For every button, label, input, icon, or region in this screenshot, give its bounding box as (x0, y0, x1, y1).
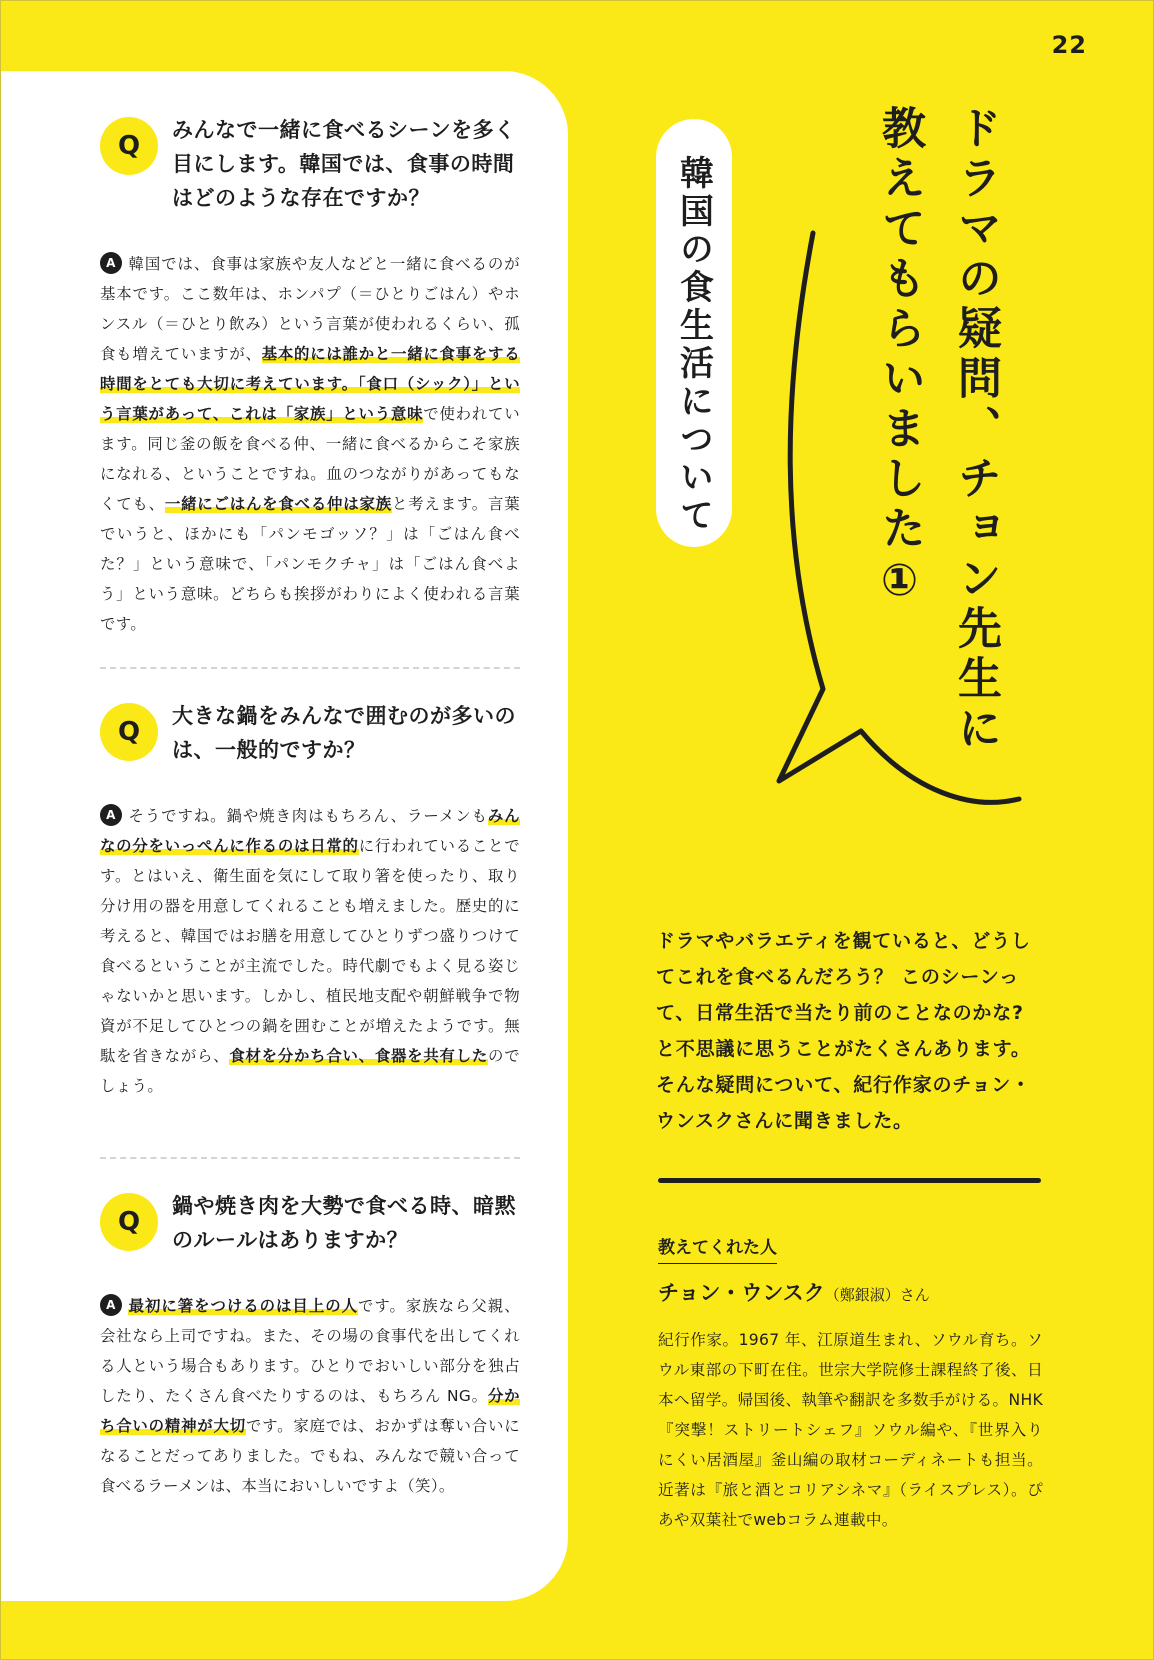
profile-label: 教えてくれた人 (658, 1233, 777, 1264)
intro-text: ドラマやバラエティを観ていると、どうしてこれを食べるんだろう？ このシーンって、日常生活で当たり前のことなのかな? と不思議に思うことがたくさんあります。そんな疑問について、紀行作家のチョン・ウンスクさんに聞きました。 (656, 930, 1031, 1132)
speech-bubble-icon (761, 221, 1031, 831)
section-rule (658, 1178, 1041, 1183)
answer-segment: のでしょう。 (100, 1047, 520, 1095)
profile-bio: 紀行作家。1967 年、江原道生まれ、ソウル育ち。ソウル東部の下町在住。世宗大学院修士課程終了後、日本へ留学。帰国後、執筆や翻訳を多数手がける。NHK『突撃！ストリートシェフ』ソウル編や、『世界入りにくい居酒屋』釜山編の取材コーディネートも担当。近著は『旅と酒とコリアシネマ』（ライスプレス）。ぴあや双葉社でwebコラム連載中。 (658, 1331, 1043, 1529)
answer-segment: で使われています。同じ釜の飯を食べる仲、一緒に食べるからこそ家族になれる、ということですね。血のつながりがあってもなくても、 (100, 405, 520, 513)
profile-name-katakana: チョン・ウンスク (658, 1281, 825, 1305)
answer-text (100, 249, 520, 639)
answer-segment: です。家族なら父親、会社なら上司ですね。また、その場の食事代を出してくれる人という場合もあります。ひとりでおいしい部分を独占したり、たくさん食べたりするのは、もちろん NG。 (100, 1297, 520, 1405)
answer-segment: そうですね。鍋や焼き肉はもちろん、ラーメンも (128, 807, 488, 825)
answer-text (100, 1291, 520, 1501)
question-text: 鍋や焼き肉を大勢で食べる時、暗黙のルールはありますか？ (172, 1194, 516, 1252)
subtitle-pill (656, 119, 732, 547)
answer-segment: に行われていることです。とはいえ、衛生面を気にして取り箸を使ったり、取り分け用の器を用意してくれることも増えました。歴史的に考えると、韓国ではお膳を用意してひとりずつ盛りつけて食べるということが主流でした。時代劇でもよく見る姿じゃないかと思います。しかし、植民地支配や朝鮮戦争で物資が不足してひとつの鍋を囲むことが増えたようです。無駄を省きながら、 (100, 837, 520, 1065)
answer-highlight: 分かち合いの精神が大切 (100, 1387, 520, 1435)
qa-item-1 (100, 113, 520, 639)
answer-highlight: 基本的には誰かと一緒に食事をする時間をとても大切に考えています。「食口（シック）」という言葉があって、これは「家族」という意味 (100, 345, 520, 423)
answer-highlight: 最初に箸をつけるのは目上の人 (128, 1297, 358, 1315)
profile-honorific: さん (899, 1286, 930, 1304)
q-badge-icon: Q (100, 1193, 158, 1251)
profile-name (658, 1277, 930, 1307)
answer-segment: と考えます。言葉でいうと、ほかにも「パンモゴッソ？」は「ごはん食べた？」という意味で、「パンモクチャ」は「ごはん食べよう」という意味。どちらも挨拶がわりによく使われる言葉です。 (100, 495, 520, 633)
page-title: ドラマの疑問、チョン先生に教えてもらいました① (874, 105, 1001, 755)
q-badge-icon: Q (100, 703, 158, 761)
a-badge-icon: A (100, 1294, 122, 1316)
question-row (100, 113, 520, 215)
answer-segment: です。家庭では、おかずは奪い合いになることだってありました。でもね、みんなで競い合って食べるラーメンは、本当においしいですよ（笑）。 (100, 1417, 520, 1495)
subtitle-text: 韓国の食生活について (673, 155, 714, 535)
answer-highlight: 食材を分かち合い、食器を共有した (229, 1047, 489, 1065)
q-badge-icon: Q (100, 117, 158, 175)
question-text: 大きな鍋をみんなで囲むのが多いのは、一般的ですか？ (172, 704, 516, 762)
answer-segment: 韓国では、食事は家族や友人などと一緒に食べるのが基本です。ここ数年は、ホンパプ（＝ひとりごはん）やホンスル（＝ひとり飲み）という言葉が使われるくらい、孤食も増えていますが、 (100, 255, 520, 363)
question-row (100, 699, 520, 767)
answer-text (100, 801, 520, 1101)
page-number: 22 (1051, 31, 1087, 59)
profile-name-kanji: （鄭銀淑） (824, 1286, 900, 1304)
qa-item-3 (100, 1189, 520, 1501)
answer-highlight: みんなの分をいっぺんに作るのは日常的 (100, 807, 520, 855)
qa-item-2 (100, 699, 520, 1101)
question-text: みんなで一緒に食べるシーンを多く目にします。韓国では、食事の時間はどのような存在ですか？ (172, 118, 516, 210)
a-badge-icon: A (100, 252, 122, 274)
a-badge-icon: A (100, 804, 122, 826)
question-row (100, 1189, 520, 1257)
answer-highlight: 一緒にごはんを食べる仲は家族 (164, 495, 392, 513)
dashed-divider (100, 1157, 520, 1159)
dashed-divider (100, 667, 520, 669)
